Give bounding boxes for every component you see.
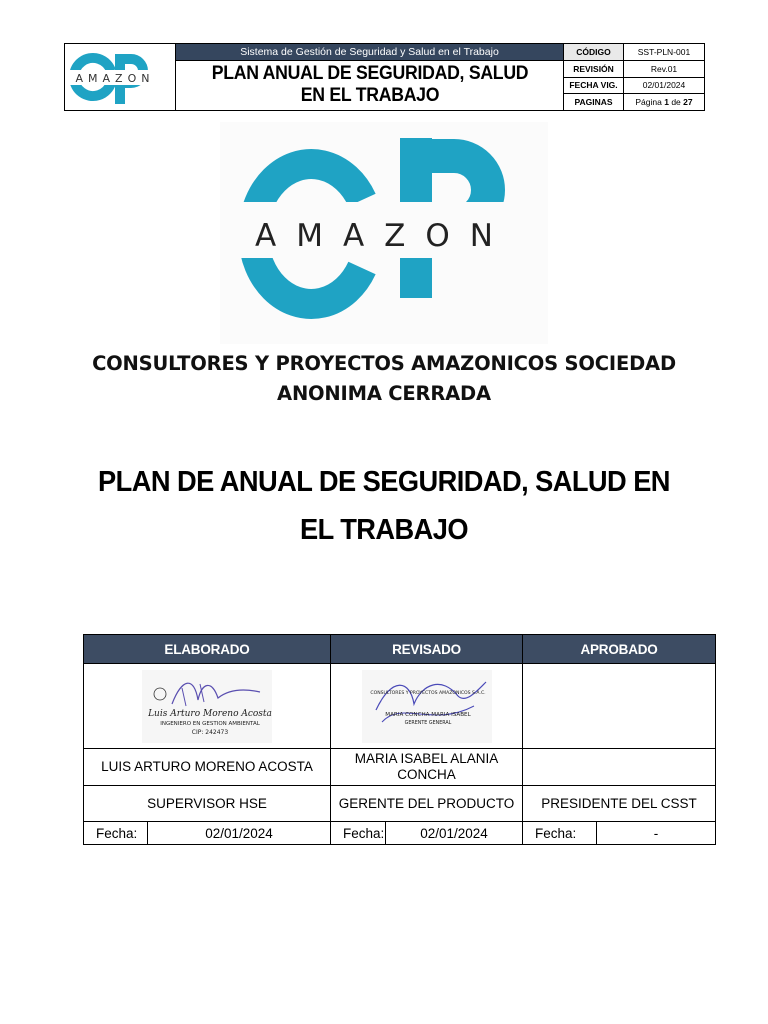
header-aprobado: APROBADO (523, 635, 716, 664)
page-total: 27 (683, 97, 693, 108)
plan-title-line1: PLAN DE ANUAL DE SEGURIDAD, SALUD EN (98, 466, 670, 498)
field-value: Rev.01 (624, 60, 705, 77)
company-name-line1: CONSULTORES Y PROYECTOS AMAZONICOS SOCIEDAD (92, 352, 676, 375)
date-label: Fecha: (523, 822, 597, 845)
signature-cell-revisado (331, 664, 523, 749)
role-elaborado: SUPERVISOR HSE (84, 786, 331, 822)
date-label: Fecha: (84, 822, 148, 845)
plan-title-line2: EL TRABAJO (299, 514, 469, 546)
field-value: SST-PLN-001 (624, 44, 705, 61)
stamp-cip: CIP: 242473 (191, 728, 229, 736)
stamp-name: MARIA CONCHA MARIA ISABEL (384, 711, 471, 718)
name-revisado: MARIA ISABEL ALANIA CONCHA (331, 749, 523, 786)
field-key: FECHA VIG. (564, 77, 624, 94)
approval-table (83, 634, 716, 845)
header-revisado: REVISADO (331, 635, 523, 664)
signature-revisado (362, 670, 492, 743)
header-elaborado: ELABORADO (84, 635, 331, 664)
company-logo-large (220, 122, 548, 344)
document-title-line1: PLAN ANUAL DE SEGURIDAD, SALUD (211, 63, 528, 85)
stamp-company: CONSULTORES Y PROYECTOS AMAZONICOS S.A.C. (369, 690, 486, 696)
role-revisado: GERENTE DEL PRODUCTO (331, 786, 523, 822)
date-aprobado: - (597, 822, 716, 845)
page-prefix: Página (635, 97, 665, 108)
document-header (64, 43, 705, 111)
logo-large-wordmark: AMAZON (255, 218, 513, 254)
page-sep: de (668, 97, 684, 108)
signature-elaborado (142, 670, 272, 743)
field-value: 02/01/2024 (624, 77, 705, 94)
system-name: Sistema de Gestión de Seguridad y Salud en el Trabajo (176, 44, 564, 61)
stamp-title: GERENTE GENERAL (404, 720, 451, 726)
name-elaborado: LUIS ARTURO MORENO ACOSTA (84, 749, 331, 786)
role-aprobado: PRESIDENTE DEL CSST (523, 786, 716, 822)
field-key: PAGINAS (564, 94, 624, 111)
plan-title (61, 458, 708, 554)
document-title (189, 60, 550, 110)
field-key: REVISIÓN (564, 60, 624, 77)
stamp-name: Luis Arturo Moreno Acosta (148, 708, 272, 719)
logo-small-wordmark: AMAZON (75, 72, 155, 85)
header-logo-cell (65, 44, 176, 111)
page-number (624, 94, 705, 111)
company-logo-small (65, 46, 175, 108)
signature-cell-elaborado (84, 664, 331, 749)
date-revisado: 02/01/2024 (386, 822, 523, 845)
field-key: CÓDIGO (564, 44, 624, 61)
company-name (60, 349, 708, 409)
page-current: 1 (664, 97, 669, 108)
stamp-title: INGENIERO EN GESTION AMBIENTAL (160, 720, 260, 727)
signature-cell-aprobado (523, 664, 716, 749)
date-label: Fecha: (331, 822, 386, 845)
company-name-line2: ANONIMA CERRADA (277, 382, 491, 405)
date-elaborado: 02/01/2024 (148, 822, 331, 845)
document-title-line2: EN EL TRABAJO (300, 85, 439, 107)
name-aprobado (523, 749, 716, 786)
